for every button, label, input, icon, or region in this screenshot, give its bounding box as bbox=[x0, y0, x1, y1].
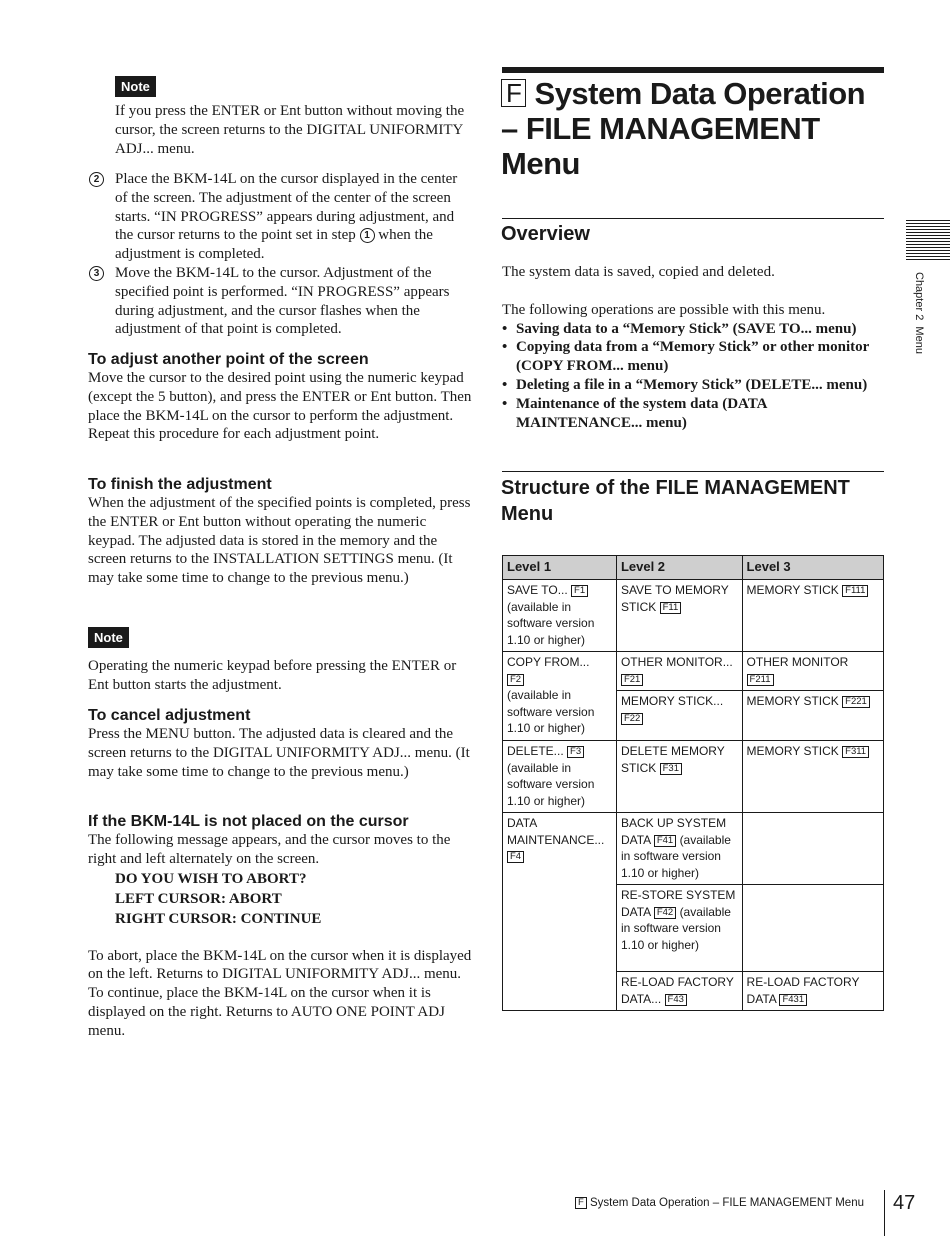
table-cell: COPY FROM... F2 (available in software version 1.10 or higher) bbox=[503, 652, 617, 741]
section-heading: To finish the adjustment bbox=[88, 476, 272, 493]
table-cell: DELETE MEMORY STICK F31 bbox=[616, 741, 742, 813]
column-header: Level 3 bbox=[742, 556, 883, 580]
note-badge: Note bbox=[115, 76, 156, 97]
table-header-row bbox=[503, 556, 884, 580]
step-number: 3 bbox=[89, 266, 104, 281]
step-2-tail: when the adjustment is completed. bbox=[115, 227, 433, 263]
section-letter-box: F bbox=[501, 79, 526, 107]
list-item: • Saving data to a “Memory Stick” (SAVE TO... menu) bbox=[502, 320, 887, 339]
footer-divider bbox=[884, 1190, 885, 1236]
table-cell: MEMORY STICK F311 bbox=[742, 741, 883, 813]
step-2-text: Place the BKM-14L on the cursor displayed in the center of the screen. The adjustment of the center of the screen starts. “IN PROGRESS” appears during adjustment, and the cursor returns to the point set in step bbox=[115, 171, 458, 244]
section-text: The following message appears, and the cursor moves to the right and left alternately on the screen. bbox=[88, 832, 451, 867]
menu-code-box: F3 bbox=[567, 746, 584, 758]
menu-code-box: F311 bbox=[842, 746, 869, 758]
menu-code-box: F431 bbox=[779, 994, 807, 1006]
section-letter-box: F bbox=[575, 1197, 587, 1209]
chapter-tab-stripes bbox=[906, 220, 950, 262]
table-cell: OTHER MONITOR F211 bbox=[742, 652, 883, 691]
table-cell: DATA MAINTENANCE... F4 bbox=[503, 813, 617, 1011]
list-item: • Copying data from a “Memory Stick” or other monitor (COPY FROM... menu) bbox=[502, 338, 887, 376]
table-cell: BACK UP SYSTEM DATA F41 (available in software version 1.10 or higher) bbox=[616, 813, 742, 885]
list-item: • Deleting a file in a “Memory Stick” (DELETE... menu) bbox=[502, 376, 887, 395]
note-1 bbox=[115, 76, 475, 158]
message-line: RIGHT CURSOR: CONTINUE bbox=[115, 910, 322, 927]
continue-text: To continue, place the BKM-14L on the cursor when it is displayed on the right. Returns to AUTO ONE POINT ADJ menu. bbox=[88, 985, 445, 1039]
overview-rule bbox=[502, 218, 884, 219]
table-row bbox=[503, 652, 884, 691]
menu-code-box: F31 bbox=[660, 763, 682, 775]
table-cell: RE-LOAD FACTORY DATA F431 bbox=[742, 972, 883, 1011]
title-line: – FILE MANAGEMENT bbox=[501, 111, 820, 146]
menu-code-box: F1 bbox=[571, 585, 588, 597]
message-line: LEFT CURSOR: ABORT bbox=[115, 890, 282, 907]
step-3 bbox=[93, 264, 473, 339]
running-footer bbox=[575, 1197, 875, 1209]
table-cell: RE-STORE SYSTEM DATA F42 (available in software version 1.10 or higher) bbox=[616, 885, 742, 972]
overview-p1: The system data is saved, copied and deleted. bbox=[502, 264, 775, 280]
section-cancel bbox=[88, 706, 473, 781]
page-number: 47 bbox=[893, 1192, 916, 1214]
step-ref-circle: 1 bbox=[360, 228, 375, 243]
step-2 bbox=[93, 170, 473, 264]
menu-code-box: F41 bbox=[654, 835, 676, 847]
table-cell: RE-LOAD FACTORY DATA... F43 bbox=[616, 972, 742, 1011]
menu-code-box: F221 bbox=[842, 696, 870, 708]
menu-code-box: F21 bbox=[621, 674, 643, 686]
note-badge: Note bbox=[88, 627, 129, 648]
note-2 bbox=[88, 627, 473, 695]
overview-body bbox=[502, 263, 887, 432]
section-heading: To cancel adjustment bbox=[88, 707, 251, 724]
section-not-placed bbox=[88, 812, 473, 1041]
table-cell: SAVE TO... F1 (available in software version 1.10 or higher) bbox=[503, 580, 617, 652]
table-cell: MEMORY STICK F111 bbox=[742, 580, 883, 652]
table-cell: OTHER MONITOR... F21 bbox=[616, 652, 742, 691]
table-row bbox=[503, 813, 884, 885]
page-title bbox=[501, 76, 891, 181]
menu-code-box: F22 bbox=[621, 713, 643, 725]
chapter-tab-label: Chapter 2 Menu bbox=[913, 272, 925, 354]
table-cell: SAVE TO MEMORY STICK F11 bbox=[616, 580, 742, 652]
overview-p2: The following operations are possible with this menu. bbox=[502, 301, 826, 318]
structure-rule bbox=[502, 471, 884, 472]
table-cell: MEMORY STICK... F22 bbox=[616, 691, 742, 741]
menu-code-box: F111 bbox=[842, 585, 868, 597]
step-3-text: Move the BKM-14L to the cursor. Adjustment of the specified point is performed. “IN PROGRESS” appears during adjustment, and the cursor flashes when the adjustment of that point is completed. bbox=[115, 265, 450, 338]
operations-list bbox=[502, 320, 887, 433]
section-text: Move the cursor to the desired point using the numeric keypad (except the 5 button), and press the ENTER or Ent button. Then place the BKM-14L on the cursor to perform the adjustment. Repeat this procedure for each adjustment point. bbox=[88, 370, 472, 443]
menu-code-box: F42 bbox=[654, 907, 676, 919]
menu-code-box: F43 bbox=[665, 994, 687, 1006]
structure-heading: Structure of the FILE MANAGEMENT Menu bbox=[501, 477, 850, 525]
note-2-text: Operating the numeric keypad before pressing the ENTER or Ent button starts the adjustment. bbox=[88, 658, 457, 693]
table-row bbox=[503, 580, 884, 652]
table-cell bbox=[742, 885, 883, 972]
table-cell: MEMORY STICK F221 bbox=[742, 691, 883, 741]
title-rule bbox=[502, 67, 884, 73]
structure-table bbox=[502, 555, 884, 1011]
menu-code-box: F4 bbox=[507, 851, 524, 863]
table-cell bbox=[742, 813, 883, 885]
table-row bbox=[503, 741, 884, 813]
menu-code-box: F211 bbox=[747, 674, 774, 686]
column-header: Level 1 bbox=[503, 556, 617, 580]
menu-code-box: F2 bbox=[507, 674, 524, 686]
section-finish bbox=[88, 475, 473, 588]
section-text: Press the MENU button. The adjusted data is cleared and the screen returns to the DIGITAL UNIFORMITY ADJ... menu. (It may take some time to change to the previous menu.) bbox=[88, 726, 470, 780]
section-heading: To adjust another point of the screen bbox=[88, 351, 369, 368]
step-number: 2 bbox=[89, 172, 104, 187]
section-adjust-another bbox=[88, 350, 473, 444]
table-cell: DELETE... F3 (available in software version 1.10 or higher) bbox=[503, 741, 617, 813]
title-line: Menu bbox=[501, 146, 580, 181]
section-heading: If the BKM-14L is not placed on the cursor bbox=[88, 813, 409, 830]
footer-text: System Data Operation – FILE MANAGEMENT Menu bbox=[590, 1197, 864, 1209]
message-line: DO YOU WISH TO ABORT? bbox=[115, 870, 307, 887]
title-line: System Data Operation bbox=[534, 76, 866, 111]
note-1-text: If you press the ENTER or Ent button without moving the cursor, the screen returns to the DIGITAL UNIFORMITY ADJ... menu. bbox=[115, 103, 465, 157]
menu-code-box: F11 bbox=[660, 602, 682, 614]
section-text: When the adjustment of the specified points is completed, press the ENTER or Ent button without operating the numeric keypad. The adjusted data is stored in the memory and the screen returns to the INSTALLATION SETTINGS menu. (It may take some time to change to the previous menu.) bbox=[88, 495, 471, 587]
abort-text: To abort, place the BKM-14L on the cursor when it is displayed on the left. Returns to DIGITAL UNIFORMITY ADJ... menu. bbox=[88, 947, 472, 983]
list-item: • Maintenance of the system data (DATA MAINTENANCE... menu) bbox=[502, 395, 887, 433]
overview-heading: Overview bbox=[501, 223, 590, 245]
column-header: Level 2 bbox=[616, 556, 742, 580]
